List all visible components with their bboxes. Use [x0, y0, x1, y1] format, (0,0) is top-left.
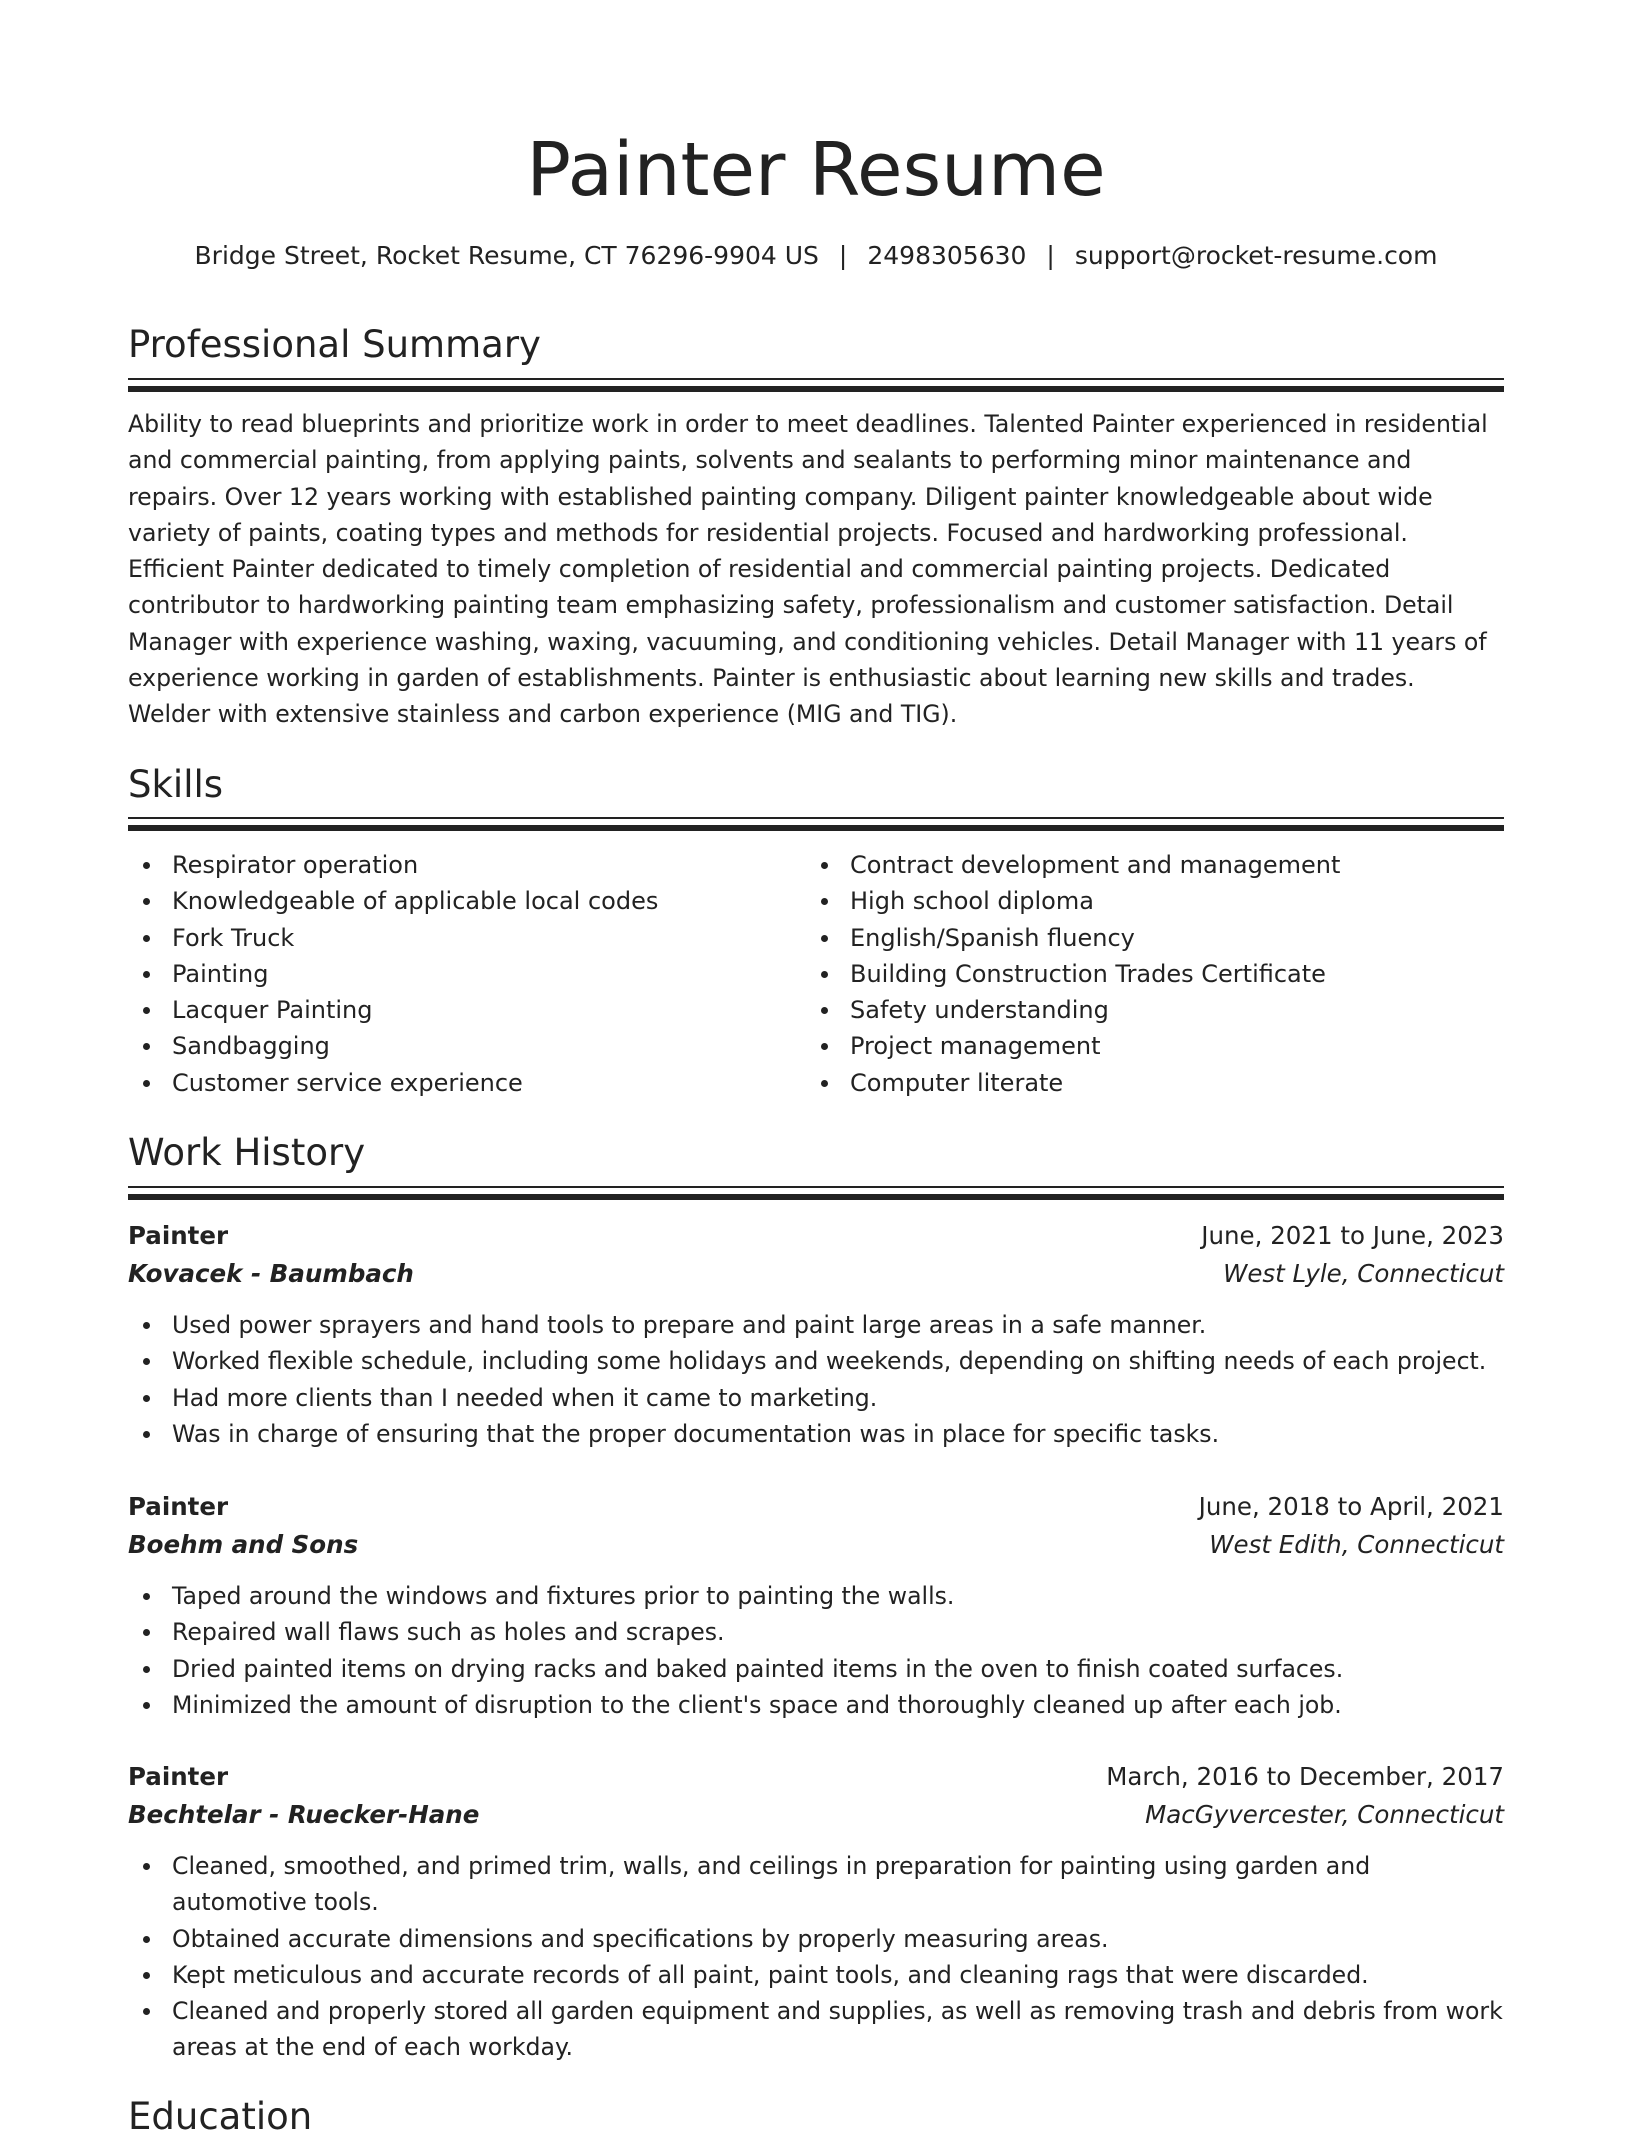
section-divider: [128, 378, 1504, 392]
job-bullet: Had more clients than I needed when it came to marketing.: [128, 1380, 1504, 1416]
summary-text: Ability to read blueprints and prioritize work in order to meet deadlines. Talented Painter experienced in residential and commercial painting, from applying paints, solvents and sealants to performing minor maintenance and repairs. Over 12 years working with established painting company. Diligent painter knowledgeable about wide variety of paints, coating types and methods for residential projects. Focused and hardworking professional. Efficient Painter dedicated to timely completion of residential and commercial painting projects. Dedicated contributor to hardworking painting team emphasizing safety, professionalism and customer satisfaction. Detail Manager with experience washing, waxing, vacuuming, and conditioning vehicles. Detail Manager with 11 years of experience working in garden of establishments. Painter is enthusiastic about learning new skills and trades. Welder with extensive stainless and carbon experience (MIG and TIG).: [128, 410, 1488, 729]
job-location: West Edith, Connecticut: [1209, 1530, 1504, 1559]
contact-line: [128, 238, 1504, 274]
education-heading: Education: [128, 2095, 313, 2138]
job-location: MacGyvercester, Connecticut: [1145, 1800, 1504, 1829]
job-bullet: Used power sprayers and hand tools to prepare and paint large areas in a safe manner.: [128, 1307, 1504, 1343]
job-header: [128, 1758, 1504, 1796]
job-entry: [128, 1217, 1504, 1452]
skill-item: Contract development and management: [806, 847, 1504, 883]
section-divider: [128, 1186, 1504, 1200]
job-company: Bechtelar - Ruecker-Hane: [128, 1800, 480, 1829]
job-title: Painter: [128, 1492, 229, 1521]
job-bullet: Cleaned and properly stored all garden equipment and supplies, as well as removing trash and debris from work areas at the end of each workday.: [128, 1993, 1504, 2066]
job-bullet: Taped around the windows and fixtures prior to painting the walls.: [128, 1578, 1504, 1614]
job-header: [128, 1488, 1504, 1526]
job-subheader: [128, 1255, 1504, 1293]
job-company: Kovacek - Baumbach: [128, 1259, 414, 1288]
job-subheader: [128, 1526, 1504, 1564]
work-history-heading: Work History: [128, 1131, 366, 1174]
resume-name: Painter Resume: [526, 127, 1106, 213]
job-bullets: [128, 1578, 1504, 1723]
job-title: Painter: [128, 1762, 229, 1791]
job-bullets: [128, 1307, 1504, 1452]
job-entry: [128, 1488, 1504, 1723]
skill-item: English/Spanish fluency: [806, 920, 1504, 956]
job-bullet: Minimized the amount of disruption to the client's space and thoroughly cleaned up after each job.: [128, 1687, 1504, 1723]
contact-email: support@rocket-resume.com: [1074, 241, 1438, 270]
job-bullet: Kept meticulous and accurate records of all paint, paint tools, and cleaning rags that were discarded.: [128, 1957, 1504, 1993]
job-bullet: Repaired wall flaws such as holes and scrapes.: [128, 1614, 1504, 1650]
job-bullet: Worked flexible schedule, including some holidays and weekends, depending on shifting needs of each project.: [128, 1343, 1504, 1379]
skill-item: Sandbagging: [128, 1028, 788, 1064]
skills-list-right: [806, 847, 1504, 1101]
contact-separator: |: [1046, 241, 1055, 270]
summary-heading: Professional Summary: [128, 323, 541, 366]
skill-item: Fork Truck: [128, 920, 788, 956]
contact-phone: 2498305630: [867, 241, 1027, 270]
job-bullet: Dried painted items on drying racks and baked painted items in the oven to finish coated surfaces.: [128, 1651, 1504, 1687]
resume-page: [128, 0, 1504, 2138]
job-dates: June, 2021 to June, 2023: [1201, 1221, 1504, 1250]
skill-item: Customer service experience: [128, 1065, 788, 1101]
skill-item: Respirator operation: [128, 847, 788, 883]
skill-item: Computer literate: [806, 1065, 1504, 1101]
skill-item: Project management: [806, 1028, 1504, 1064]
contact-address: Bridge Street, Rocket Resume, CT 76296-9904 US: [194, 241, 819, 270]
skill-item: Painting: [128, 956, 788, 992]
job-company: Boehm and Sons: [128, 1530, 359, 1559]
skill-item: Safety understanding: [806, 992, 1504, 1028]
skill-item: High school diploma: [806, 883, 1504, 919]
contact-separator: |: [838, 241, 848, 270]
section-divider: [128, 817, 1504, 831]
job-dates: March, 2016 to December, 2017: [1106, 1762, 1504, 1791]
job-header: [128, 1217, 1504, 1255]
skills-list-left: [128, 847, 788, 1101]
job-bullets: [128, 1848, 1504, 2066]
job-entry: [128, 1758, 1504, 2066]
skill-item: Building Construction Trades Certificate: [806, 956, 1504, 992]
skill-item: Knowledgeable of applicable local codes: [128, 883, 788, 919]
job-bullet: Obtained accurate dimensions and specifications by properly measuring areas.: [128, 1921, 1504, 1957]
job-bullet: Was in charge of ensuring that the proper documentation was in place for specific tasks.: [128, 1416, 1504, 1452]
job-bullet: Cleaned, smoothed, and primed trim, walls, and ceilings in preparation for painting using garden and automotive tools.: [128, 1848, 1504, 1921]
skill-item: Lacquer Painting: [128, 992, 788, 1028]
job-title: Painter: [128, 1221, 229, 1250]
job-dates: June, 2018 to April, 2021: [1198, 1492, 1504, 1521]
skills-heading: Skills: [128, 763, 224, 806]
job-location: West Lyle, Connecticut: [1223, 1259, 1504, 1288]
job-subheader: [128, 1796, 1504, 1834]
